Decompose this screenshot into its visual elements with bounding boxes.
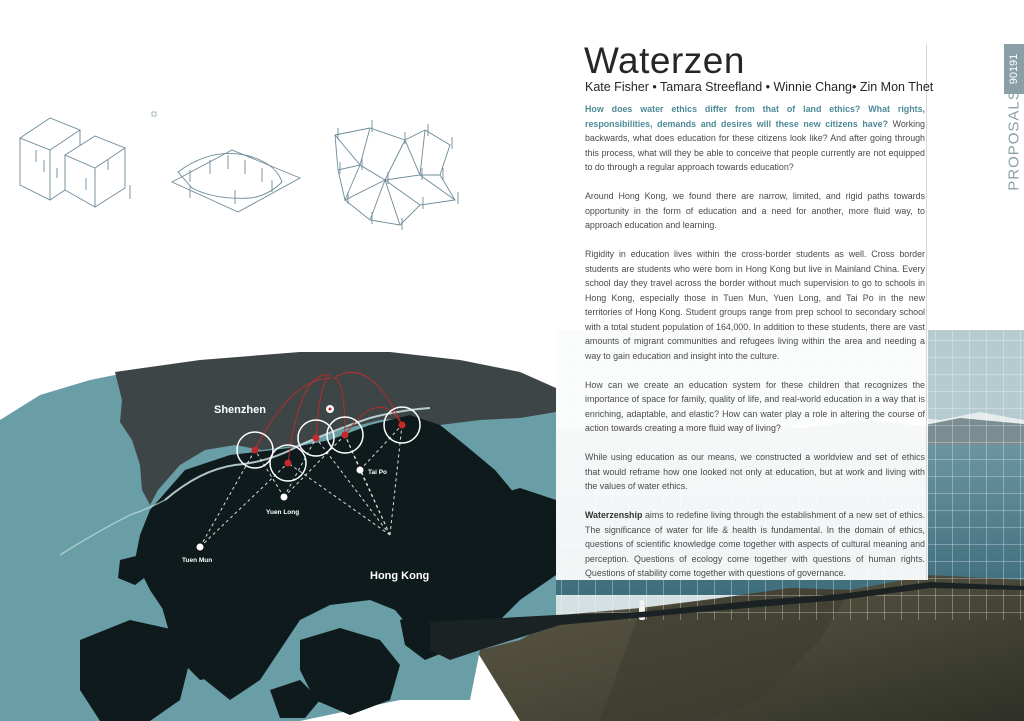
intro-question-rest: What rights, responsibilities, demands and desires will these new citizens have? [585, 104, 925, 129]
label-tuen-mun: Tuen Mun [182, 557, 213, 564]
border-marker-icon [326, 405, 334, 413]
body-text [585, 102, 925, 595]
intro-paragraph [585, 102, 925, 175]
cube-diagram [20, 118, 130, 207]
label-yuen-long: Yuen Long [266, 509, 300, 516]
waterzenship-term: Waterzenship [585, 510, 643, 520]
paragraph-opportunity: Around Hong Kong, we found there are narrow, limited, and rigid paths towards opportunity in the form of education and a need for another, more fluid way, to approach education and learning. [585, 191, 925, 230]
paragraph-cross-border: Rigidity in education lives within the cross-border students as well. Cross border students are students who were born in Hong Kong but live in Mainland China. Every school day they travel across the border without much supervision to go to schools in Hong Kong, especially those in Tuen Mun, Yuen Long, and Tai Po in the new territories of Hong Kong. Student groups range from prep school to secondary school with a total student population of 164,000. In addition to these students, there are vast amounts of migrant communities and refugees living within the area and needing a way to gain education and insight into the culture. [585, 249, 925, 361]
intro-text: Working backwards, what does education for these citizens look like? And after going through this process, what will they be able to conceive that people currently are not equipped to do through a regular approach towards education? [585, 118, 925, 172]
proposal-number: 90191 [1008, 53, 1020, 85]
hong-kong-map [0, 352, 556, 721]
proposal-number-badge [1004, 44, 1024, 94]
label-tai-po: Tai Po [368, 469, 388, 476]
paragraph-worldview: While using education as our means, we constructed a worldview and set of ethics that would reframe how one looked not only at education, but at work and living with the values of water ethics. [585, 452, 925, 491]
label-hong-kong: Hong Kong [370, 570, 430, 582]
waterzenship-text: aims to redefine living through the establishment of a new set of ethics. The significance of water for life & health is fundamental. In the domain of ethics, questions of scientific knowledge come together with aspects of cultural meaning and perception. Questions of ecology come together with questions of human rights. Questions of stability come together with questions of governance. [585, 510, 925, 578]
authors-line: Kate Fisher • Tamara Streefland • Winnie Chang• Zin Mon Thet [585, 80, 934, 94]
plane-diagram [172, 150, 300, 212]
network-diagram [335, 120, 458, 230]
section-label: PROPOSALS [1005, 89, 1023, 191]
axonometric-diagrams [20, 112, 458, 230]
paragraph-waterzenship [585, 508, 925, 581]
panel-edge [926, 44, 927, 580]
intro-question: How does water ethics differ from that of land ethics? [585, 104, 861, 114]
label-shenzhen: Shenzhen [214, 404, 266, 416]
paragraph-education-system: How can we create an education system for these children that recognizes the importance of space for family, quality of life, and real-world education in a way that is enriching, adaptable, and elastic? How can water play a role in altering the course of action towards creating a more fluid way of living? [585, 379, 925, 433]
page-title: Waterzen [584, 40, 745, 81]
